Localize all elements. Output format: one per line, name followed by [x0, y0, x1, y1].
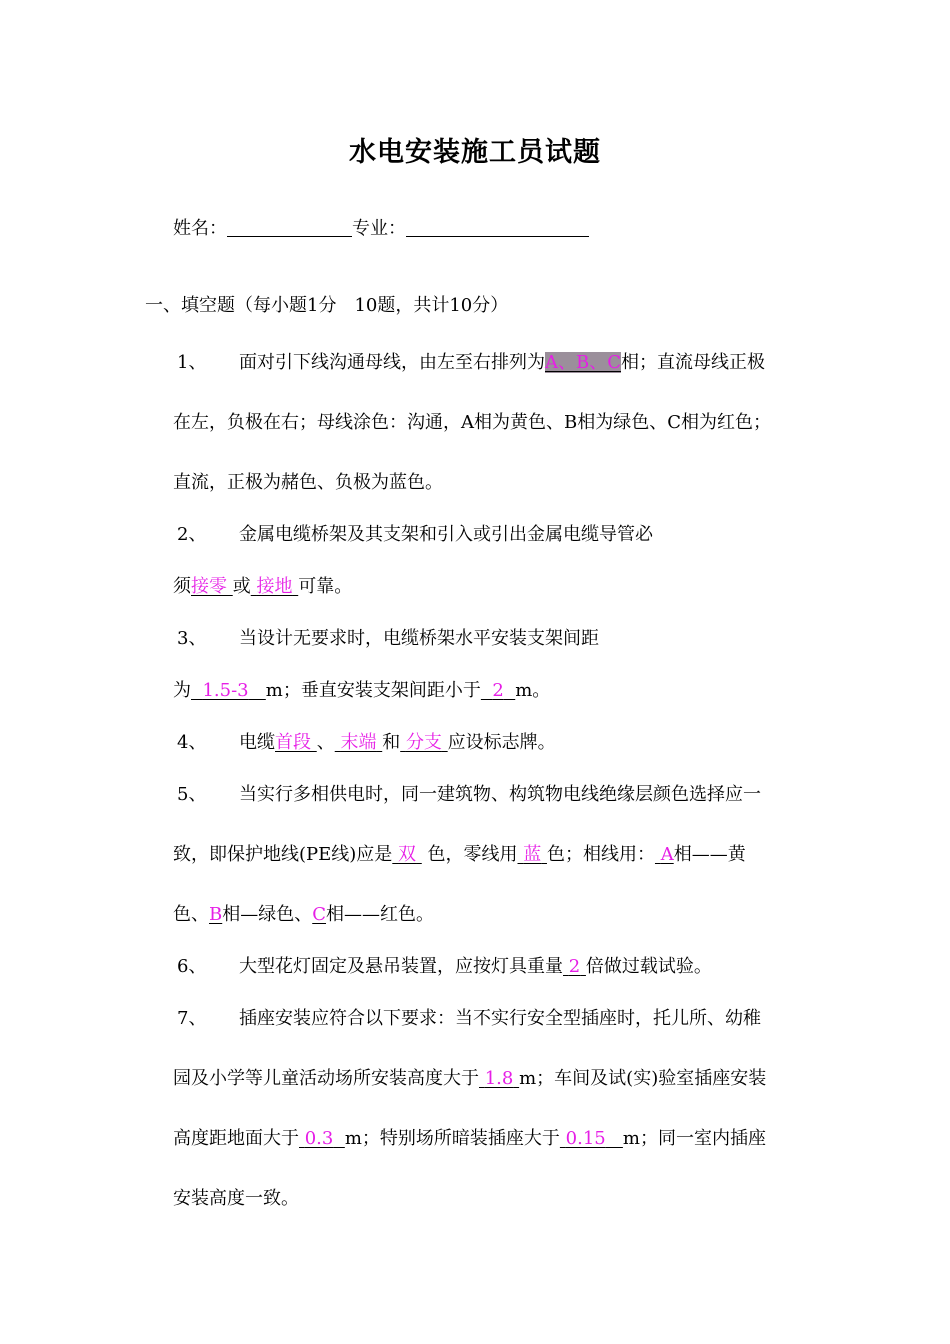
question-7-line-2: [173, 1064, 766, 1090]
text: 或: [232, 576, 251, 597]
answer: 末端: [340, 732, 377, 753]
question-7-line-1: [173, 1004, 761, 1030]
text: 色；相线用：: [546, 844, 655, 865]
text: 色、: [173, 904, 209, 925]
major-label: 专业：: [352, 218, 406, 239]
name-major-line: [173, 214, 589, 240]
question-5-line-2: [173, 840, 746, 866]
question-1-line-3: 直流，正极为赭色、负极为蓝色。: [173, 472, 443, 493]
answer: 首段: [275, 732, 311, 753]
question-7-line-4: 安装高度一致。: [173, 1188, 299, 1209]
text: 和: [382, 732, 401, 753]
answer: 2: [492, 680, 504, 701]
question-5-line-3: [173, 900, 434, 926]
answer: B: [209, 904, 223, 925]
question-number: 3、: [177, 628, 207, 649]
answer: 接零: [191, 576, 227, 597]
text: 相—绿色、: [222, 904, 313, 925]
text: 园及小学等儿童活动场所安装高度大于: [173, 1068, 479, 1089]
text: 色，零线用: [427, 844, 518, 865]
text: 、: [316, 732, 335, 753]
answer: C: [312, 904, 327, 925]
question-number: 2、: [177, 524, 207, 545]
text: 倍做过载试验。: [585, 956, 712, 977]
text: 可靠。: [298, 576, 353, 597]
question-number: 1、: [177, 352, 207, 373]
question-5-line-1: [173, 780, 761, 806]
answer: 2: [568, 956, 581, 977]
question-2-line-2: [173, 572, 352, 598]
text: m；特别场所暗装插座大于: [344, 1128, 560, 1149]
text: m；车间及试(实)验室插座安装: [519, 1068, 767, 1089]
text: 大型花灯固定及悬吊装置，应按灯具重量: [239, 956, 563, 977]
text: m。: [515, 680, 551, 701]
text: 金属电缆桥架及其支架和引入或引出金属电缆导管必: [239, 524, 653, 545]
major-blank[interactable]: [406, 218, 589, 237]
answer: A: [660, 844, 674, 865]
text: 插座安装应符合以下要求：当不实行安全型插座时，托儿所、幼稚: [239, 1008, 761, 1029]
answer: 1.8: [484, 1068, 514, 1089]
text: 面对引下线沟通母线，由左至右排列为: [239, 352, 545, 373]
answer: A、B、C: [545, 352, 621, 373]
text: 为: [173, 680, 191, 701]
question-6-line-1: [173, 952, 712, 978]
question-number: 7、: [177, 1008, 207, 1029]
question-3-line-1: [173, 624, 599, 650]
section-heading: 一、填空题（每小题1分 10题，共计10分）: [145, 295, 509, 316]
question-3-line-2: [173, 676, 550, 702]
question-2-line-1: [173, 520, 653, 546]
name-blank[interactable]: [227, 218, 352, 237]
text: 应设标志牌。: [447, 732, 556, 753]
text: 当实行多相供电时，同一建筑物、构筑物电线绝缘层颜色选择应一: [239, 784, 761, 805]
question-number: 5、: [177, 784, 207, 805]
text: 相；直流母线正极: [621, 352, 765, 373]
text: m；垂直安装支架间距小于: [265, 680, 481, 701]
question-4-line-1: [173, 728, 556, 754]
text: m；同一室内插座: [622, 1128, 766, 1149]
question-number: 6、: [177, 956, 207, 977]
answer: 接地: [256, 576, 293, 597]
question-1-line-2: 在左，负极在右；母线涂色：沟通，A相为黄色、B相为绿色、C相为红色；: [173, 412, 771, 433]
text: 当设计无要求时，电缆桥架水平安装支架间距: [239, 628, 599, 649]
answer: 0.15: [565, 1128, 606, 1149]
name-label: 姓名：: [173, 218, 227, 239]
text: 高度距地面大于: [173, 1128, 299, 1149]
text: 相——黄: [673, 844, 746, 865]
text: 致，即保护地线(PE线)应是: [173, 844, 393, 865]
page-title: 水电安装施工员试题: [349, 137, 601, 168]
text: 相——红色。: [326, 904, 435, 925]
answer: 双: [398, 844, 417, 865]
answer: 1.5-3: [202, 680, 249, 701]
question-7-line-3: [173, 1124, 766, 1150]
question-1-line-1: [173, 348, 765, 374]
answer: 分支: [405, 732, 442, 753]
answer: 0.3: [304, 1128, 334, 1149]
question-number: 4、: [177, 732, 207, 753]
answer: 蓝: [523, 844, 542, 865]
text: 须: [173, 576, 191, 597]
text: 电缆: [239, 732, 275, 753]
